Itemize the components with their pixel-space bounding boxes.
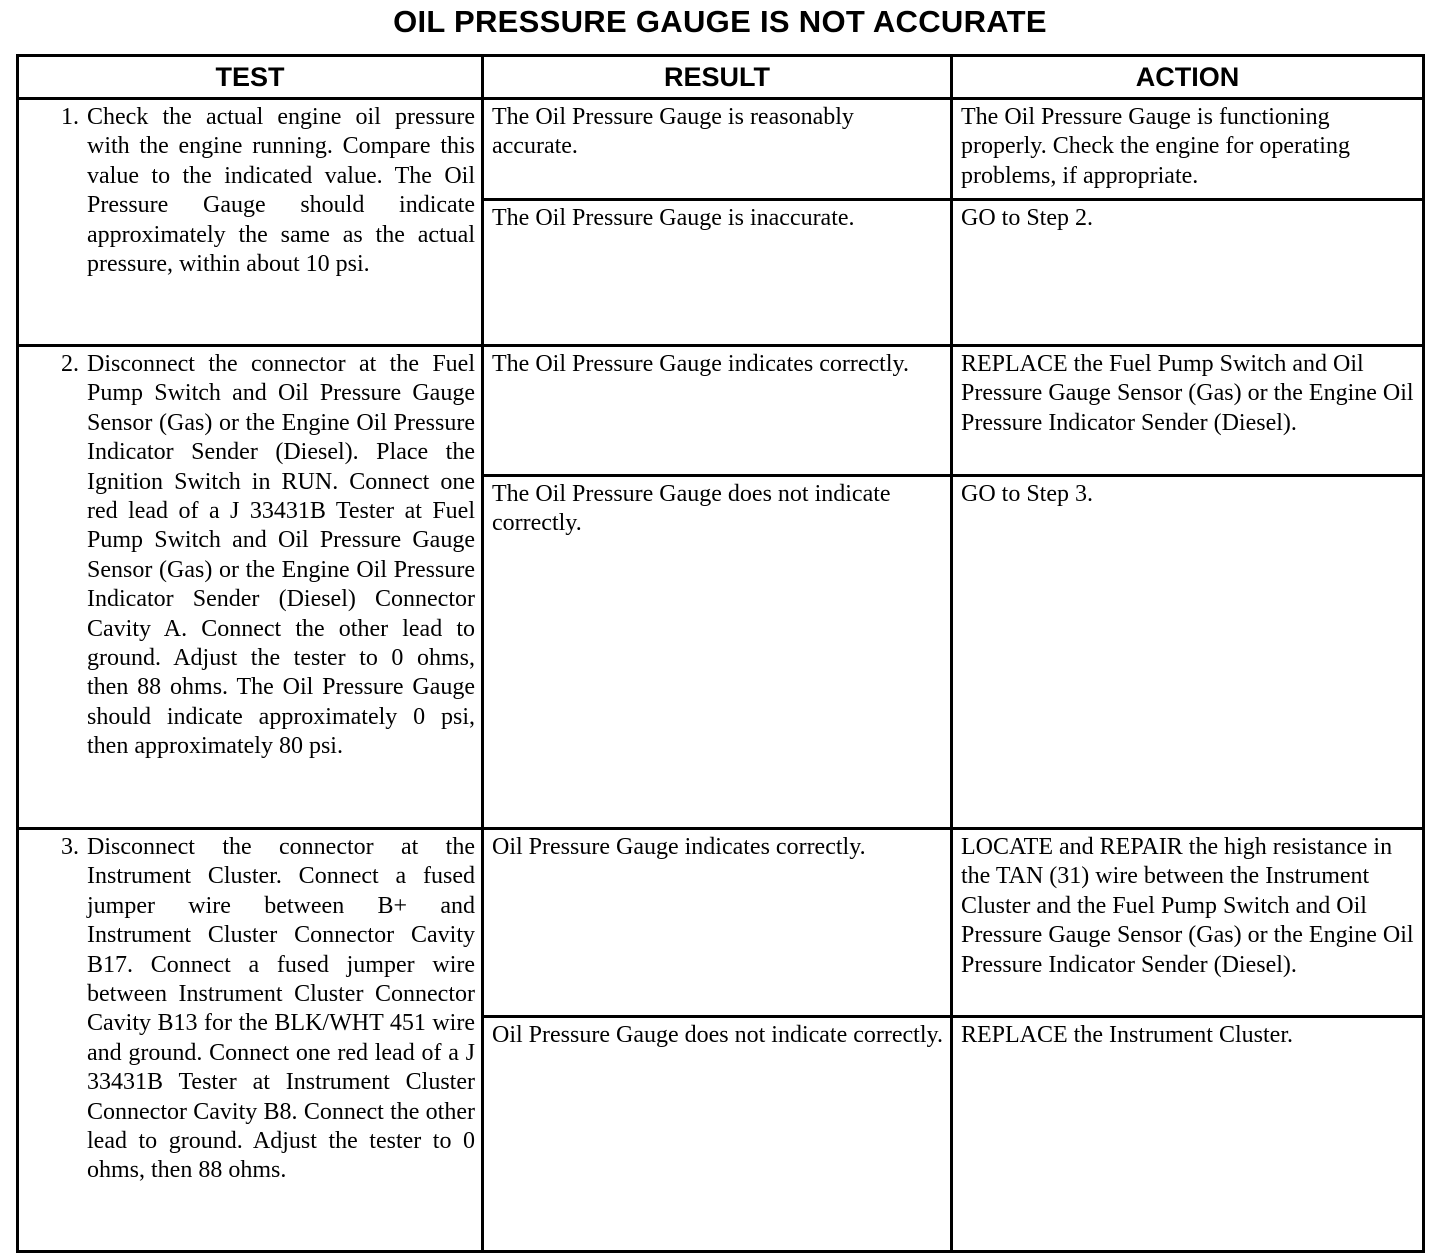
header-result: RESULT	[483, 56, 952, 99]
header-test: TEST	[18, 56, 483, 99]
result-cell: The Oil Pressure Gauge is inaccurate.	[483, 200, 952, 346]
step-number: 3.	[61, 834, 79, 860]
action-cell: The Oil Pressure Gauge is functioning properly. Check the engine for operating problems, if appropriate.	[952, 99, 1424, 200]
page-title: OIL PRESSURE GAUGE IS NOT ACCURATE	[393, 4, 1047, 39]
table-row	[18, 346, 1424, 476]
result-cell: The Oil Pressure Gauge is reasonably accurate.	[483, 99, 952, 200]
action-cell: REPLACE the Instrument Cluster.	[952, 1017, 1424, 1252]
step-number: 2.	[61, 351, 79, 377]
result-cell: The Oil Pressure Gauge does not indicate correctly.	[483, 476, 952, 829]
result-cell: Oil Pressure Gauge indicates correctly.	[483, 829, 952, 1017]
action-cell: REPLACE the Fuel Pump Switch and Oil Pressure Gauge Sensor (Gas) or the Engine Oil Pressure Indicator Sender (Diesel).	[952, 346, 1424, 476]
header-row	[18, 56, 1424, 99]
table-row	[18, 99, 1424, 200]
diagnostic-table	[16, 54, 1425, 1253]
header-action: ACTION	[952, 56, 1424, 99]
step-instructions: Disconnect the connector at the Instrument Cluster. Connect a fused jumper wire between B+ and Instrument Cluster Connector Cavity B17. Connect a fused jumper wire between Instrument Cluster Connector Cavity B13 for the BLK/WHT 451 wire and ground. Connect one red lead of a J 33431B Tester at Instrument Cluster Connector Cavity B8. Connect the other lead to ground. Adjust the tester to 0 ohms, then 88 ohms.	[87, 834, 475, 1184]
step-3-test-cell	[18, 829, 483, 1252]
action-cell: GO to Step 2.	[952, 200, 1424, 346]
step-number: 1.	[61, 104, 79, 130]
result-cell: The Oil Pressure Gauge indicates correctly.	[483, 346, 952, 476]
step-1-test-cell	[18, 99, 483, 346]
action-cell: GO to Step 3.	[952, 476, 1424, 829]
step-instructions: Check the actual engine oil pressure with the engine running. Compare this value to the indicated value. The Oil Pressure Gauge should indicate approximately the same as the actual pressure, within about 10 psi.	[87, 104, 475, 278]
step-2-test-cell	[18, 346, 483, 829]
action-cell: LOCATE and REPAIR the high resistance in the TAN (31) wire between the Instrument Cluster and the Fuel Pump Switch and Oil Pressure Gauge Sensor (Gas) or the Engine Oil Pressure Indicator Sender (Diesel).	[952, 829, 1424, 1017]
table-row	[18, 829, 1424, 1017]
step-instructions: Disconnect the connector at the Fuel Pump Switch and Oil Pressure Gauge Sensor (Gas) or the Engine Oil Pressure Indicator Sender (Diesel). Place the Ignition Switch in RUN. Connect one red lead of a J 33431B Tester at Fuel Pump Switch and Oil Pressure Gauge Sensor (Gas) or the Engine Oil Pressure Indicator Sender (Diesel) Connector Cavity A. Connect the other lead to ground. Adjust the tester to 0 ohms, then 88 ohms. The Oil Pressure Gauge should indicate approximately 0 psi, then approximately 80 psi.	[87, 351, 475, 760]
result-cell: Oil Pressure Gauge does not indicate correctly.	[483, 1017, 952, 1252]
